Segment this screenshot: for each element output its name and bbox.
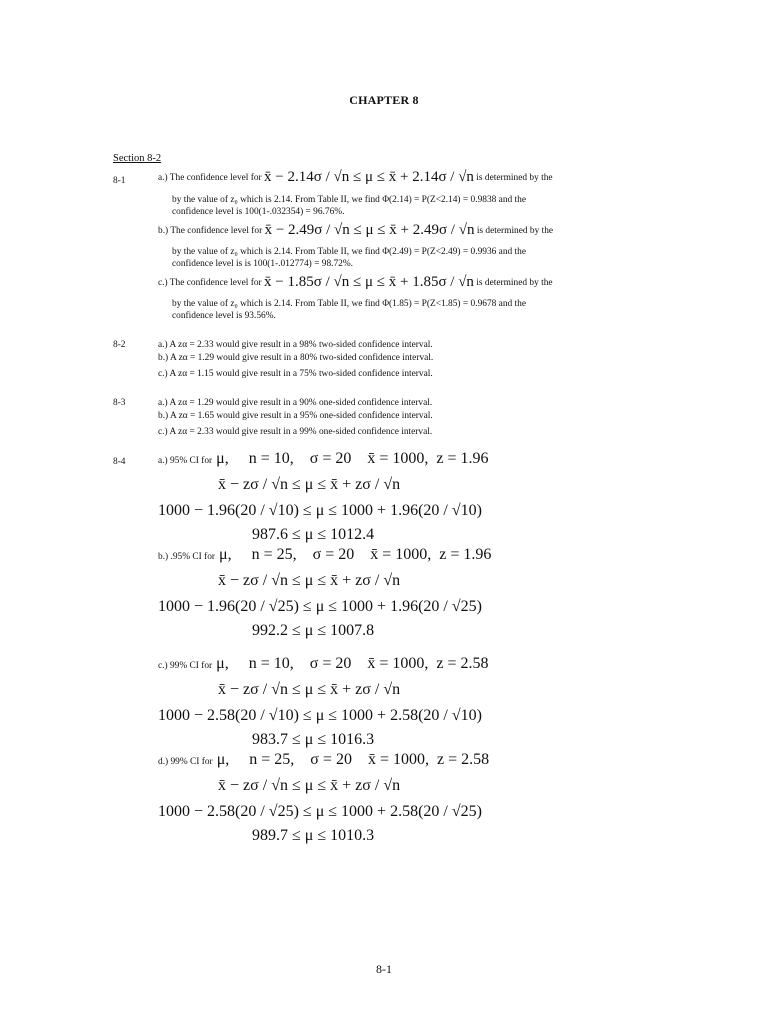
- problem-8-4b-params: μ, n = 25, σ = 20 x̄ = 1000, z = 1.96: [219, 546, 492, 563]
- problem-8-2c: c.) A zα = 1.15 would give result in a 75% two-sided confidence interval.: [158, 369, 433, 379]
- problem-8-1b-equation: x̄ − 2.49σ / √n ≤ μ ≤ x̄ + 2.49σ / √n: [264, 222, 475, 238]
- problem-8-1a-line2: by the value of z₀ which is 2.14. From Table II, we find Φ(2.14) = P(Z<2.14) = 0.9838 and the: [172, 195, 526, 205]
- problem-8-4c-header: [158, 655, 489, 673]
- problem-8-1b-tail: is determined by the: [476, 226, 554, 236]
- problem-number-8-3: 8-3: [113, 398, 126, 408]
- problem-8-4a-substitution: 1000 − 1.96(20 / √10) ≤ μ ≤ 1000 + 1.96(20 / √10): [158, 502, 482, 519]
- problem-number-8-2: 8-2: [113, 340, 126, 350]
- problem-8-3b: b.) A zα = 1.65 would give result in a 95% one-sided confidence interval.: [158, 411, 433, 421]
- problem-8-4d-lead: d.) 99% CI for: [158, 757, 213, 767]
- problem-8-4b-formula: x̄ − zσ / √n ≤ μ ≤ x̄ + zσ / √n: [218, 572, 401, 589]
- problem-8-4d-formula: x̄ − zσ / √n ≤ μ ≤ x̄ + zσ / √n: [218, 777, 401, 794]
- problem-8-4a-result: 987.6 ≤ μ ≤ 1012.4: [252, 526, 375, 543]
- problem-8-4c-lead: c.) 99% CI for: [158, 661, 213, 671]
- problem-8-4a-formula: x̄ − zσ / √n ≤ μ ≤ x̄ + zσ / √n: [218, 476, 401, 493]
- problem-8-1a-tail: is determined by the: [476, 173, 553, 183]
- problem-8-1a-line1: [158, 171, 553, 184]
- problem-8-4b-lead: b.) .95% CI for: [158, 552, 216, 562]
- problem-8-1a-line3: confidence level is 100(1-.032354) = 96.76%.: [172, 207, 345, 217]
- problem-8-1a-lead: a.) The confidence level for: [158, 173, 262, 183]
- problem-8-1b-line1: [158, 224, 553, 237]
- problem-8-4a-header: [158, 450, 489, 468]
- problem-8-4d-substitution: 1000 − 2.58(20 / √25) ≤ μ ≤ 1000 + 2.58(20 / √25): [158, 803, 482, 820]
- problem-8-2a: a.) A zα = 2.33 would give result in a 98% two-sided confidence interval.: [158, 340, 433, 350]
- problem-8-2b: b.) A zα = 1.29 would give result in a 80% two-sided confidence interval.: [158, 353, 434, 363]
- problem-8-4b-result: 992.2 ≤ μ ≤ 1007.8: [252, 622, 375, 639]
- problem-8-1b-line2: by the value of z₀ which is 2.14. From Table II, we find Φ(2.49) = P(Z<2.49) = 0.9936 and the: [172, 247, 526, 257]
- problem-8-1b-line3: confidence level is is 100(1-.012774) = 98.72%.: [172, 259, 354, 269]
- page-number: 8-1: [376, 962, 392, 976]
- problem-8-4a-lead: a.) 95% CI for: [158, 456, 213, 466]
- problem-8-4d-result: 989.7 ≤ μ ≤ 1010.3: [252, 827, 375, 844]
- problem-8-1a-equation: x̄ − 2.14σ / √n ≤ μ ≤ x̄ + 2.14σ / √n: [264, 169, 474, 185]
- problem-8-4b-substitution: 1000 − 1.96(20 / √25) ≤ μ ≤ 1000 + 1.96(20 / √25): [158, 598, 482, 615]
- problem-number-8-4: 8-4: [113, 457, 126, 467]
- problem-8-1c-tail: is determined by the: [476, 278, 553, 288]
- problem-8-4b-header: [158, 546, 491, 564]
- problem-8-4d-params: μ, n = 25, σ = 20 x̄ = 1000, z = 2.58: [216, 751, 490, 768]
- problem-8-1c-line2: by the value of z₀ which is 2.14. From Table II, we find Φ(1.85) = P(Z<1.85) = 0.9678 and the: [172, 299, 526, 309]
- problem-8-4c-result: 983.7 ≤ μ ≤ 1016.3: [252, 731, 375, 748]
- problem-8-1b-lead: b.) The confidence level for: [158, 226, 263, 236]
- problem-8-4d-header: [158, 751, 489, 769]
- problem-8-3c: c.) A zα = 2.33 would give result in a 99% one-sided confidence interval.: [158, 427, 433, 437]
- problem-8-4a-params: μ, n = 10, σ = 20 x̄ = 1000, z = 1.96: [216, 450, 489, 467]
- problem-8-4c-params: μ, n = 10, σ = 20 x̄ = 1000, z = 2.58: [216, 655, 489, 672]
- chapter-title: CHAPTER 8: [349, 93, 419, 107]
- problem-8-1c-lead: c.) The confidence level for: [158, 278, 262, 288]
- problem-8-1c-equation: x̄ − 1.85σ / √n ≤ μ ≤ x̄ + 1.85σ / √n: [264, 274, 474, 290]
- problem-8-4c-substitution: 1000 − 2.58(20 / √10) ≤ μ ≤ 1000 + 2.58(20 / √10): [158, 707, 482, 724]
- problem-8-3a: a.) A zα = 1.29 would give result in a 90% one-sided confidence interval.: [158, 398, 433, 408]
- problem-8-1c-line3: confidence level is 93.56%.: [172, 311, 276, 321]
- section-heading: Section 8-2: [113, 153, 162, 164]
- problem-8-1c-line1: [158, 276, 553, 289]
- problem-8-4c-formula: x̄ − zσ / √n ≤ μ ≤ x̄ + zσ / √n: [218, 681, 401, 698]
- problem-number-8-1: 8-1: [113, 176, 126, 186]
